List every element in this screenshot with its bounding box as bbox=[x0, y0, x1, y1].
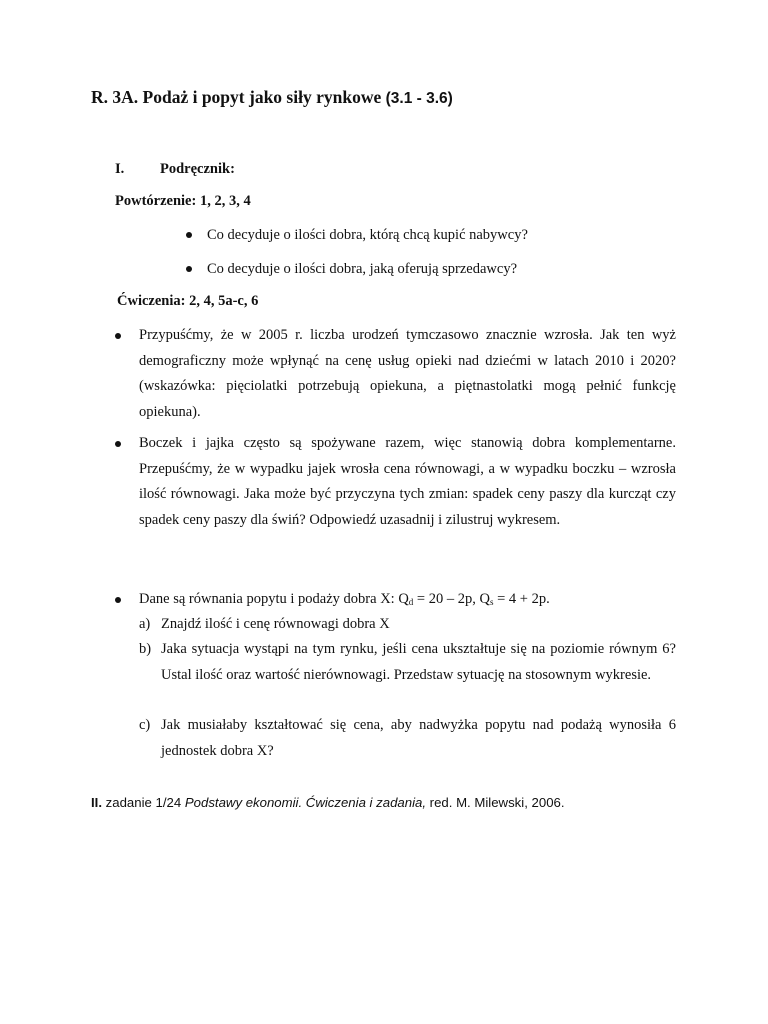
section-2-suffix: red. M. Milewski, 2006. bbox=[426, 795, 565, 810]
review-label: Powtórzenie: 1, 2, 3, 4 bbox=[115, 193, 251, 209]
section-2-line bbox=[91, 794, 565, 812]
qs-subscript: s bbox=[489, 597, 494, 607]
subitem-c-letter: c) bbox=[139, 717, 151, 733]
review-question-2: Co decyduje o ilości dobra, jaką oferują sprzedawcy? bbox=[207, 261, 518, 277]
exercise-item-1: Przypuśćmy, że w 2005 r. liczba urodzeń tymczasowo znacznie wzrosła. Jak ten wyż demograficzny może wpłynąć na cenę usług opieki nad dziećmi w latach 2010 i 2020? (wskazówka: pięciolatki potrzebują opiekuna, a piętnastolatki mogą pełnić funkcję opiekuna). bbox=[139, 327, 676, 420]
title-text: R. 3A. Podaż i popyt jako siły rynkowe bbox=[91, 87, 382, 107]
bullet-icon bbox=[186, 232, 192, 238]
qd-subscript: d bbox=[408, 597, 414, 607]
qd-equation: = 20 – 2p, Q bbox=[413, 591, 490, 607]
equations-intro: Dane są równania popytu i podaży dobra X: Q bbox=[139, 591, 409, 607]
section-2-prefix: zadanie 1/24 bbox=[102, 795, 185, 810]
page-title bbox=[91, 86, 711, 110]
subitem-b-text: Jaka sytuacja wystąpi na tym rynku, jeśli cena ukształtuje się na poziomie równym 6? Ustal ilość oraz wartość nierównowagi. Przedstaw sytuację na stosownym wykresie. bbox=[161, 641, 676, 683]
qs-equation: = 4 + 2p. bbox=[493, 591, 550, 607]
subitem-a-letter: a) bbox=[139, 616, 151, 632]
subitem-b-letter: b) bbox=[139, 641, 152, 657]
bullet-icon bbox=[115, 597, 121, 603]
book-title: Podstawy ekonomii. Ćwiczenia i zadania, bbox=[184, 795, 427, 810]
exercise-item-2: Boczek i jajka często są spożywane razem, więc stanowią dobra komplementarne. Przepuśćmy, że w wypadku jajek wrosła cena równowagi, a w wypadku boczku – wzrosła ilość równowagi. Jaka może być przyczyna tych zmian: spadek ceny paszy dla kurcząt czy spadek ceny paszy dla świń? Odpowiedź uzasadnij i zilustruj wykresem. bbox=[139, 435, 676, 528]
bullet-icon bbox=[115, 441, 121, 447]
title-range: (3.1 - 3.6) bbox=[385, 90, 453, 107]
section-2-number: II. bbox=[91, 795, 102, 810]
subitem-a-text: Znajdź ilość i cenę równowagi dobra X bbox=[161, 616, 390, 632]
bullet-icon bbox=[115, 333, 121, 339]
section-1-title: Podręcznik: bbox=[160, 161, 235, 177]
subitem-c-text: Jak musiałaby kształtować się cena, aby nadwyżka popytu nad podażą wynosiła 6 jednostek dobra X? bbox=[161, 717, 676, 759]
bullet-icon bbox=[186, 266, 192, 272]
review-question-1: Co decyduje o ilości dobra, którą chcą kupić nabywcy? bbox=[207, 227, 528, 243]
exercises-label: Ćwiczenia: 2, 4, 5a-c, 6 bbox=[117, 293, 259, 309]
section-1-heading bbox=[115, 159, 235, 179]
section-1-number: I. bbox=[115, 161, 125, 177]
